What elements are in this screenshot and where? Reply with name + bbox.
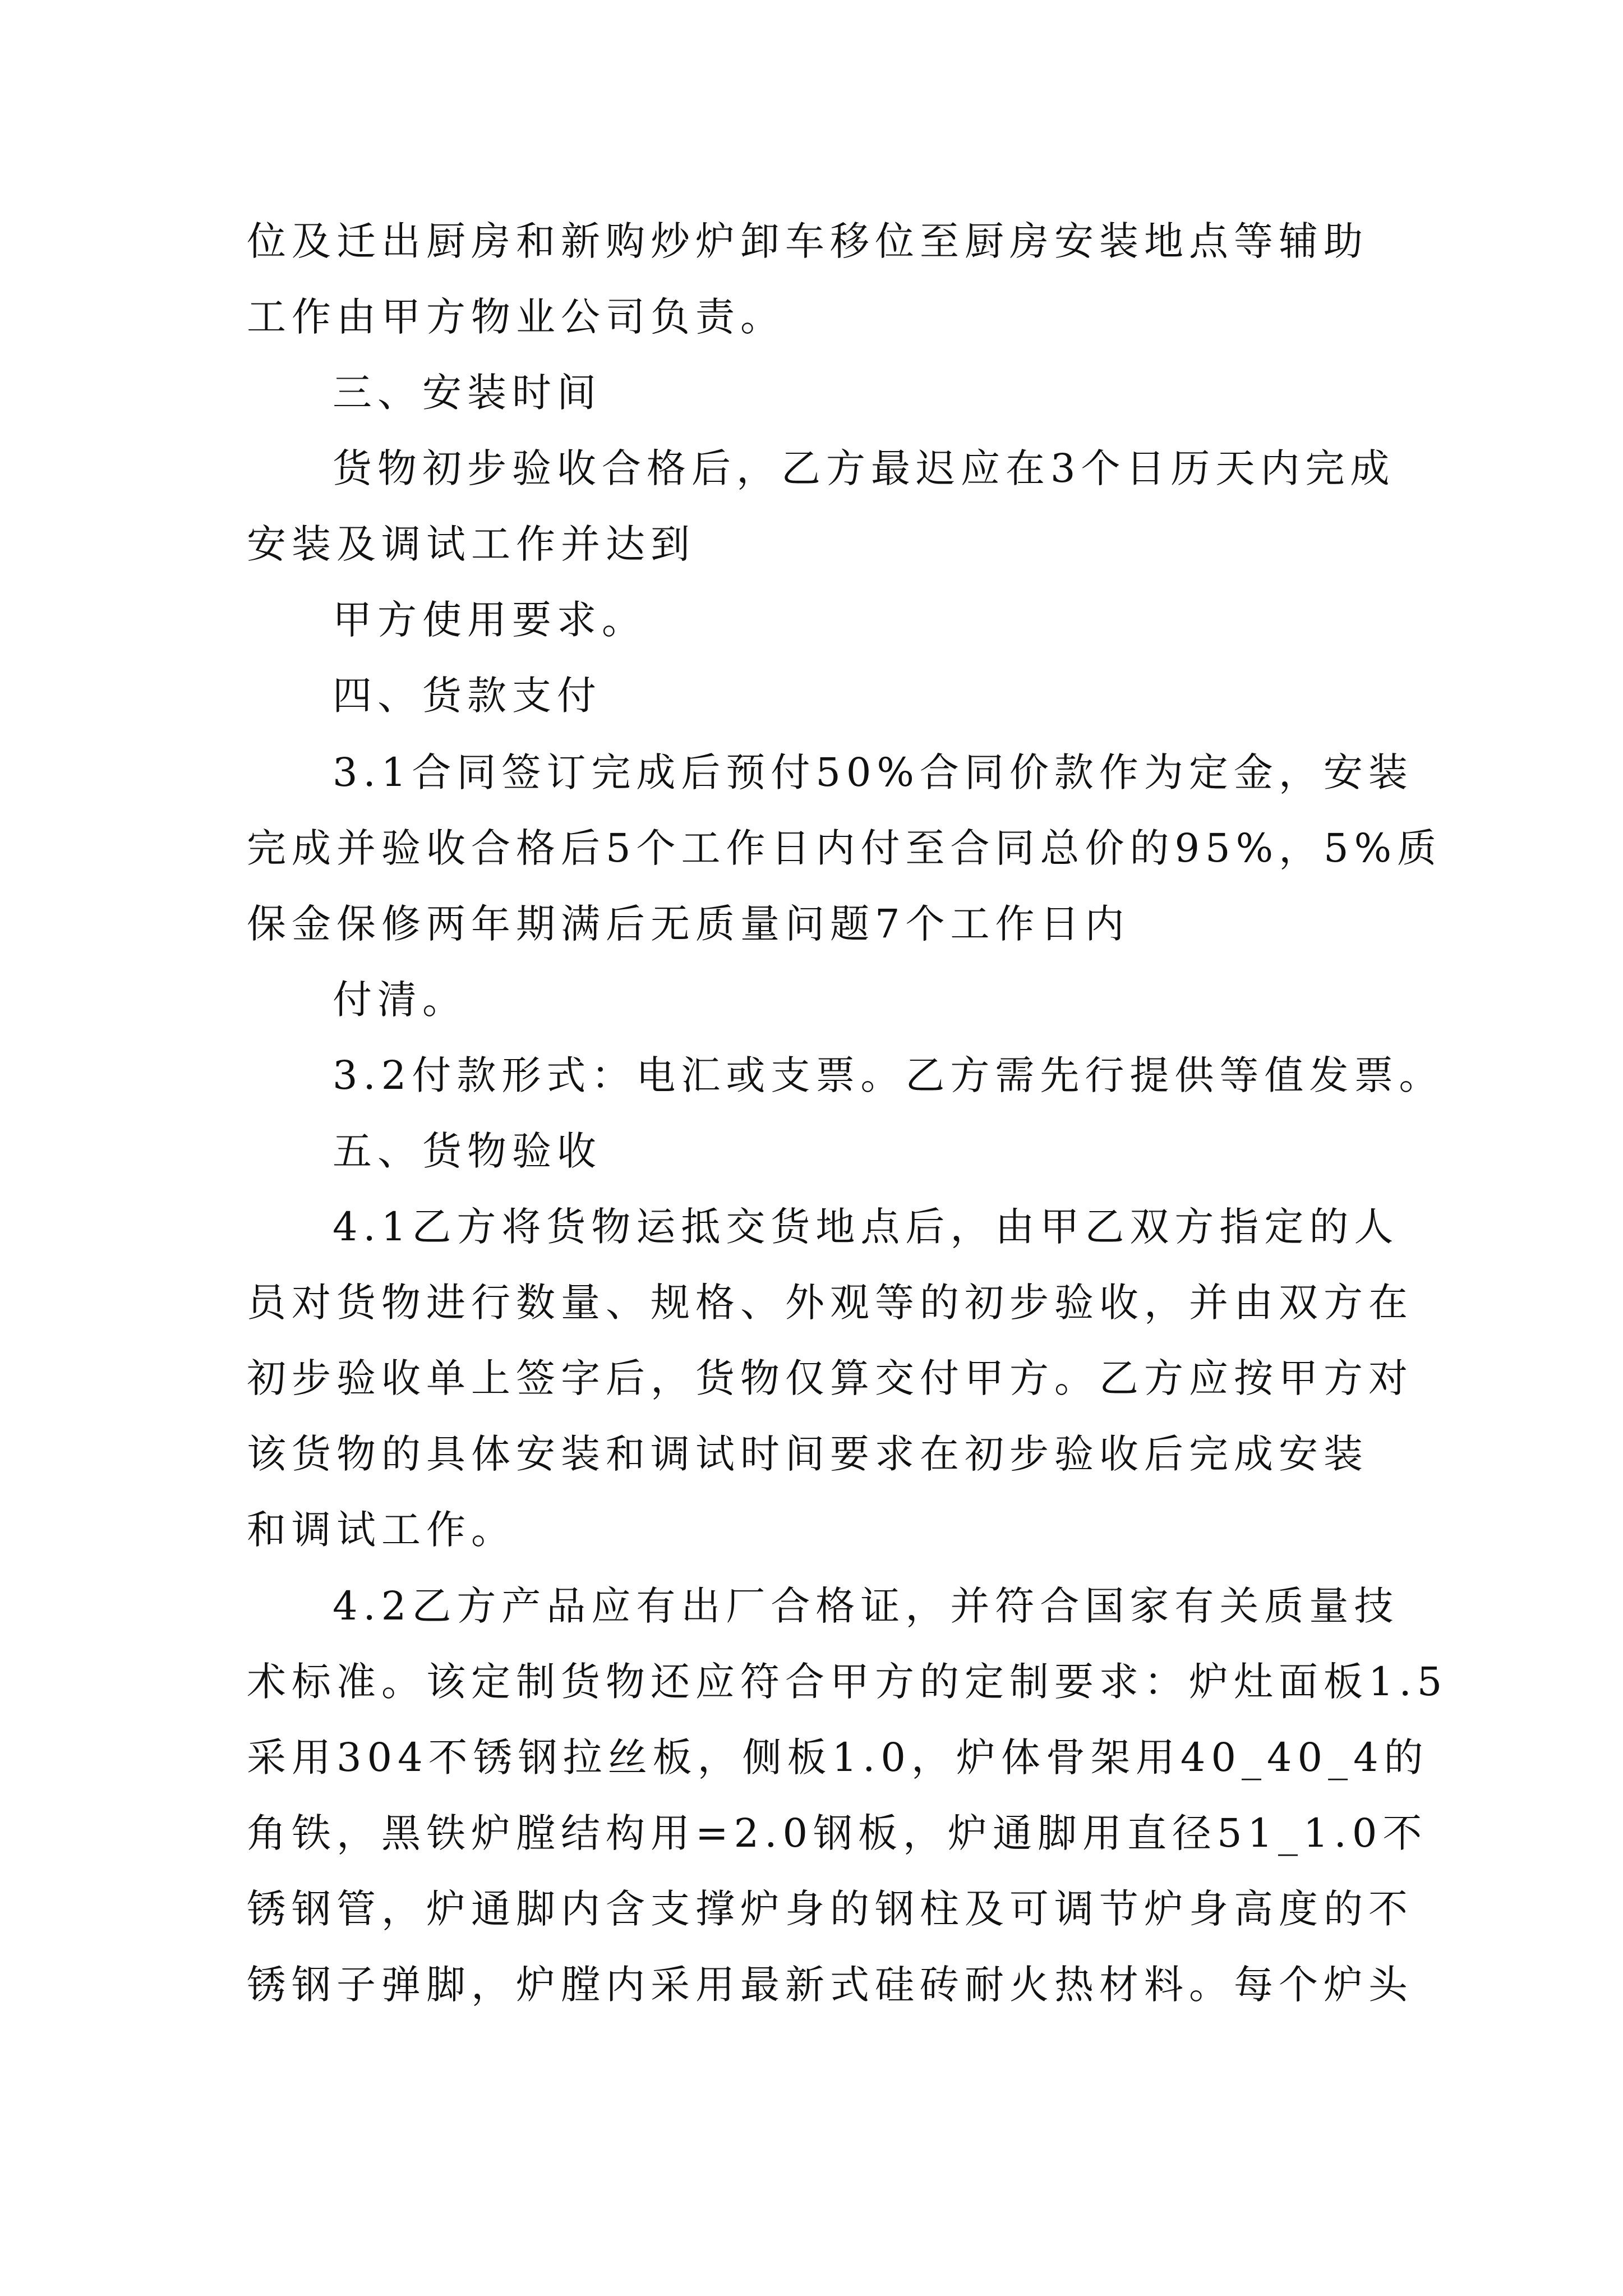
text-line: 3.1合同签订完成后预付50%合同价款作为定金，安装 (333, 749, 1413, 795)
text-line: 员对货物进行数量、规格、外观等的初步验收，并由双方在 (247, 1280, 1413, 1326)
text-line: 3.2付款形式：电汇或支票。乙方需先行提供等值发票。 (333, 1052, 1444, 1098)
text-line: 4.1乙方将货物运抵交货地点后，由甲乙双方指定的人 (333, 1204, 1399, 1250)
text-line: 和调试工作。 (247, 1507, 516, 1553)
section-heading: 五、货物验收 (333, 1128, 602, 1174)
text-line: 保金保修两年期满后无质量问题7个工作日内 (247, 901, 1130, 947)
text-line: 初步验收单上签字后，货物仅算交付甲方。乙方应按甲方对 (247, 1355, 1413, 1401)
text-line: 甲方使用要求。 (333, 597, 647, 643)
text-line: 术标准。该定制货物还应符合甲方的定制要求：炉灶面板1.5 (247, 1659, 1448, 1705)
text-line: 安装及调试工作并达到 (247, 521, 695, 567)
text-line: 4.2乙方产品应有出厂合格证，并符合国家有关质量技 (333, 1583, 1399, 1629)
text-line: 锈钢子弹脚，炉膛内采用最新式硅砖耐火热材料。每个炉头 (247, 1962, 1413, 2008)
text-line: 完成并验收合格后5个工作日内付至合同总价的95%，5%质 (247, 825, 1442, 871)
text-line: 该货物的具体安装和调试时间要求在初步验收后完成安装 (247, 1431, 1368, 1477)
text-line: 付清。 (333, 977, 467, 1023)
text-line: 采用304不锈钢拉丝板，侧板1.0，炉体骨架用40_40_4的 (247, 1734, 1429, 1780)
section-heading: 四、货款支付 (333, 673, 602, 719)
text-line: 工作由甲方物业公司负责。 (247, 294, 785, 340)
text-line: 锈钢管，炉通脚内含支撑炉身的钢柱及可调节炉身高度的不 (247, 1886, 1413, 1932)
text-line: 角铁，黑铁炉膛结构用=2.0钢板，炉通脚用直径51_1.0不 (247, 1810, 1428, 1856)
text-line: 位及迁出厨房和新购炒炉卸车移位至厨房安装地点等辅助 (247, 218, 1368, 264)
text-line: 货物初步验收合格后，乙方最迟应在3个日历天内完成 (333, 445, 1395, 491)
section-heading: 三、安装时间 (333, 370, 602, 416)
